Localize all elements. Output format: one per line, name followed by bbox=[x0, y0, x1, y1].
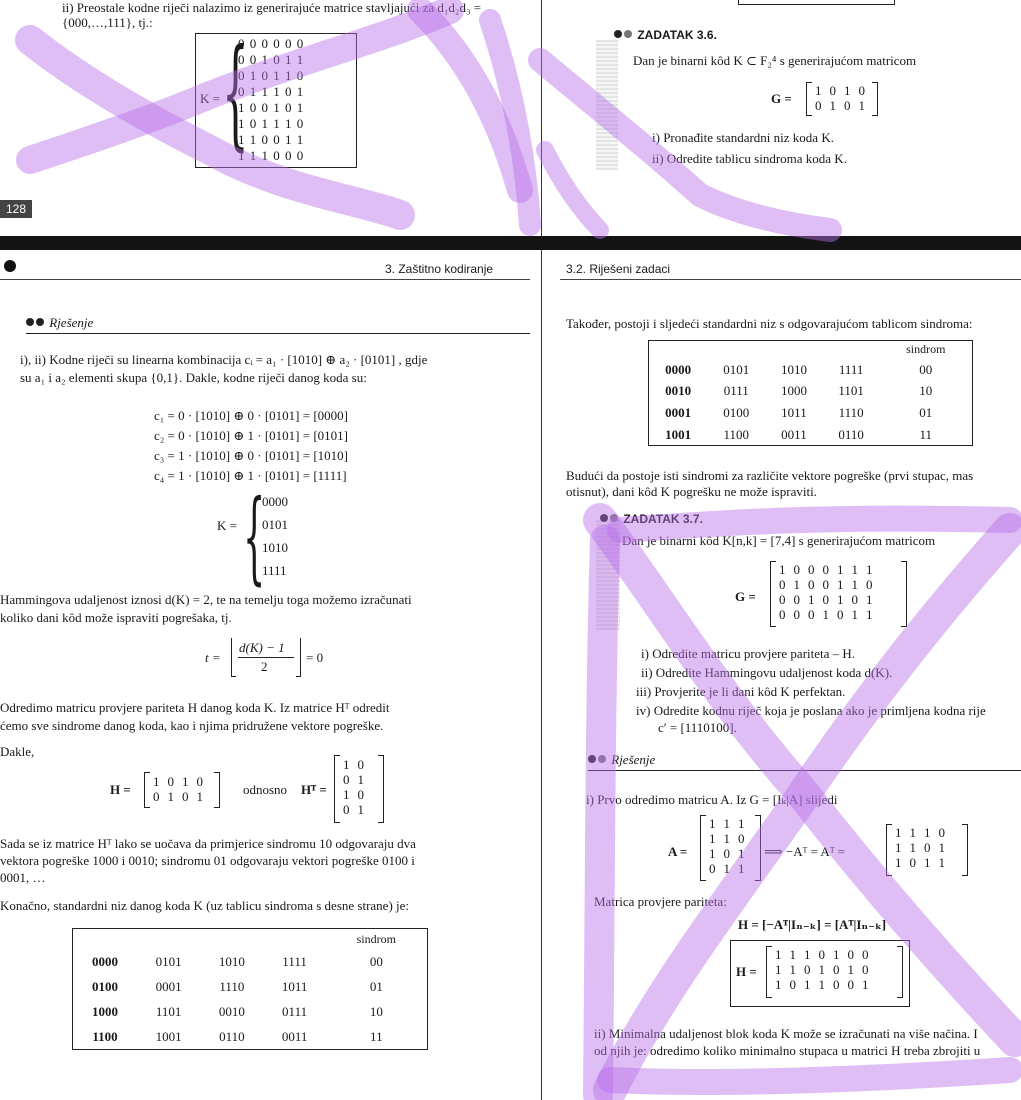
right-h-cell: 1 bbox=[862, 977, 869, 992]
left-ht-cell: 0 bbox=[357, 757, 364, 772]
right-at-cell: 1 bbox=[924, 855, 931, 870]
left-p5: Konačno, standardni niz danog koda K (uz tablicu sindroma s desne strane) je: bbox=[0, 898, 410, 913]
codeword: 1111 bbox=[262, 563, 287, 578]
left-p1b: su a₁ i a₂ elementi skupa {0,1}. Dakle, kodne riječi danog koda su: bbox=[20, 370, 367, 385]
right-p1: Također, postoji i sljedeći standardni niz s odgovarajućom tablicom sindroma: bbox=[566, 316, 973, 331]
zadatak-37-g-cell: 1 bbox=[866, 592, 873, 607]
right-h-cell: 1 bbox=[804, 947, 811, 962]
right-h-cell: 0 bbox=[789, 977, 796, 992]
right-mpp: Matrica provjere pariteta: bbox=[594, 894, 727, 909]
right-table-header-cell bbox=[823, 341, 880, 359]
left-ht-cell: 0 bbox=[343, 802, 350, 817]
right-solution-rule bbox=[588, 770, 1021, 771]
codeword: 1010 bbox=[262, 540, 288, 555]
zadatak-37-g-cell: 0 bbox=[851, 592, 858, 607]
right-at-cell: 1 bbox=[895, 855, 902, 870]
right-at-cell: 1 bbox=[938, 840, 945, 855]
left-p2b: koliko dani kôd može ispraviti pogrešaka, tj. bbox=[0, 610, 232, 625]
left-h-cell: 0 bbox=[196, 774, 203, 789]
zadatak-37-g-cell: 1 bbox=[779, 562, 786, 577]
left-table-cell: 01 bbox=[369, 979, 383, 995]
zadatak-37-q2: ii) Odredite Hammingovu udaljenost koda d(K). bbox=[641, 665, 893, 680]
right-at-cell: 1 bbox=[938, 855, 945, 870]
codeword-equation: c₁ = 0 · [1010] ⊕ 0 · [0101] = [0000] bbox=[154, 408, 348, 423]
zadatak-37-g-cell: 1 bbox=[851, 562, 858, 577]
left-table-header-cell bbox=[200, 929, 263, 950]
right-header-rule bbox=[560, 279, 1021, 280]
right-at-cell: 0 bbox=[909, 855, 916, 870]
left-table-cell: 1100 bbox=[92, 1028, 118, 1044]
zadatak-37-g-cell: 0 bbox=[808, 607, 815, 622]
zadatak-37-q4a: iv) Odredite kodnu riječ koja je poslana ako je primljena kodna rije bbox=[636, 703, 986, 718]
right-h-cell: 0 bbox=[847, 977, 854, 992]
left-page-header: 3. Zaštitno kodiranje bbox=[385, 262, 494, 276]
left-ht-cell: 0 bbox=[357, 787, 364, 802]
top-left-k-row: 0 0 1 0 1 1 bbox=[238, 52, 305, 67]
right-page-header: 3.2. Riješeni zadaci bbox=[566, 262, 671, 276]
left-table-header-cell bbox=[137, 929, 200, 950]
right-table-cell: 10 bbox=[919, 383, 933, 399]
left-h-label: H = bbox=[110, 782, 131, 797]
right-s2b: od njih je: odredimo koliko minimalno stupaca u matrici H treba zbrojiti u bbox=[594, 1043, 981, 1058]
zadatak-37-g-cell: 1 bbox=[866, 562, 873, 577]
left-table-row bbox=[73, 949, 428, 974]
right-h-cell: 0 bbox=[862, 947, 869, 962]
left-table-cell: 10 bbox=[369, 1004, 383, 1020]
right-at-cell: 0 bbox=[938, 825, 945, 840]
left-h-cell: 0 bbox=[153, 789, 160, 804]
top-left-k-row: 1 0 0 1 0 1 bbox=[238, 100, 305, 115]
right-a-cell: 1 bbox=[723, 861, 730, 876]
left-table-cell: 1110 bbox=[219, 979, 245, 995]
left-ht-cell: 1 bbox=[357, 802, 364, 817]
left-solution-rule bbox=[26, 333, 530, 334]
right-table-cell: 11 bbox=[919, 426, 933, 442]
scan-strip-bottom bbox=[596, 520, 620, 630]
right-a-cell: 1 bbox=[709, 831, 716, 846]
zadatak-36-intro: Dan je binarni kôd K ⊂ F₂⁴ s generirajućom matricom bbox=[633, 53, 917, 68]
top-left-k-row: 0 1 0 1 1 0 bbox=[238, 68, 305, 83]
left-p4c: 0001, … bbox=[0, 870, 46, 885]
zadatak-36-g-cell: 0 bbox=[858, 83, 865, 98]
page-separator-band bbox=[0, 236, 1021, 250]
right-arrow-eq: ⟹ −Aᵀ = Aᵀ = bbox=[764, 844, 846, 859]
right-a-cell: 1 bbox=[738, 816, 745, 831]
right-at-cell: 0 bbox=[924, 840, 931, 855]
top-left-line1: ii) Preostale kodne riječi nalazimo iz generirajuće matrice stavljajući za d₁d₂d₃ = bbox=[62, 0, 482, 15]
right-h-equation: H = [−Aᵀ|Iₙ₋ₖ] = [Aᵀ|Iₙ₋ₖ] bbox=[738, 917, 887, 932]
left-p3a: Odredimo matricu provjere pariteta H danog koda K. Iz matrice Hᵀ odredit bbox=[0, 700, 390, 715]
left-p2a: Hammingova udaljenost iznosi d(K) = 2, te na temelju toga možemo izračunati bbox=[0, 592, 412, 607]
left-ht-cell: 1 bbox=[343, 787, 350, 802]
top-left-k-label: K = bbox=[200, 91, 220, 106]
left-k-words bbox=[262, 490, 288, 582]
right-table-cell: 0000 bbox=[665, 361, 692, 377]
zadatak-37-g-cell: 0 bbox=[779, 607, 786, 622]
zadatak-36-title: ZADATAK 3.6. bbox=[614, 28, 717, 42]
right-syndrome-table bbox=[648, 340, 973, 446]
left-page-dot bbox=[4, 260, 16, 272]
zadatak-37-g-cell: 1 bbox=[793, 577, 800, 592]
right-table-cell: 0001 bbox=[665, 405, 692, 421]
top-left-k-row: 0 1 1 1 0 1 bbox=[238, 84, 305, 99]
right-a-cell: 0 bbox=[709, 861, 716, 876]
left-h-cell: 1 bbox=[196, 789, 203, 804]
right-at-cell: 1 bbox=[909, 840, 916, 855]
right-table-cell: 1010 bbox=[780, 361, 807, 377]
gutter-line-bottom bbox=[541, 250, 542, 1100]
left-table-cell: 0110 bbox=[219, 1028, 245, 1044]
right-a-cell: 1 bbox=[723, 816, 730, 831]
left-table-cell: 0111 bbox=[282, 1004, 308, 1020]
right-table-row bbox=[649, 423, 973, 445]
right-table-sindrom-header: sindrom bbox=[906, 342, 946, 357]
left-table-cell: 0010 bbox=[218, 1004, 245, 1020]
right-a-cell: 0 bbox=[723, 846, 730, 861]
right-table-cell: 1101 bbox=[838, 383, 864, 399]
right-table-cell: 0100 bbox=[723, 405, 750, 421]
right-h-label: H = bbox=[736, 964, 757, 979]
right-h-cell: 0 bbox=[804, 962, 811, 977]
gutter-line bbox=[541, 0, 542, 236]
zadatak-37-g-cell: 0 bbox=[779, 577, 786, 592]
left-table-header-cell bbox=[264, 929, 326, 950]
right-table-cell: 1001 bbox=[665, 426, 692, 442]
zadatak-37-g-cell: 0 bbox=[866, 577, 873, 592]
right-table-cell: 1110 bbox=[838, 405, 864, 421]
zadatak-36-q2: ii) Odredite tablicu sindroma koda K. bbox=[652, 151, 847, 166]
left-table-row bbox=[73, 974, 428, 999]
right-table-cell: 0111 bbox=[723, 383, 749, 399]
right-table-cell: 1100 bbox=[723, 426, 749, 442]
left-dakle: Dakle, bbox=[0, 744, 35, 759]
right-at-cell: 1 bbox=[895, 825, 902, 840]
zadatak-37-g-label: G = bbox=[735, 589, 756, 604]
right-p2b: otisnut), dani kôd K pogrešku ne može ispraviti. bbox=[566, 484, 817, 499]
left-header-rule bbox=[0, 279, 530, 280]
top-left-k-row: 1 1 0 0 1 1 bbox=[238, 132, 305, 147]
right-a-cell: 1 bbox=[738, 846, 745, 861]
right-table-row bbox=[649, 380, 973, 402]
left-codeword-equations bbox=[154, 406, 348, 486]
zadatak-37-g-cell: 0 bbox=[793, 562, 800, 577]
right-table-cell: 0101 bbox=[723, 361, 750, 377]
left-h-cell: 0 bbox=[182, 789, 189, 804]
right-h-cell: 1 bbox=[789, 947, 796, 962]
top-left-k-row: 1 0 1 1 1 0 bbox=[238, 116, 305, 131]
left-table-cell: 0100 bbox=[91, 979, 118, 995]
zadatak-37-q4b: c′ = [1110100]. bbox=[658, 720, 737, 735]
right-a-cell: 1 bbox=[723, 831, 730, 846]
zadatak-36-g-cell: 1 bbox=[844, 83, 851, 98]
scan-strip-top bbox=[596, 40, 618, 170]
right-a-cell: 1 bbox=[709, 846, 716, 861]
zadatak-37-g-cell: 1 bbox=[837, 577, 844, 592]
right-table-row bbox=[649, 402, 973, 424]
left-table-cell: 0101 bbox=[155, 954, 182, 970]
left-table-cell: 00 bbox=[369, 954, 383, 970]
right-h-cell: 1 bbox=[804, 977, 811, 992]
right-table-cell: 00 bbox=[919, 361, 933, 377]
zadatak-36-g-cell: 0 bbox=[815, 98, 822, 113]
codeword-equation: c₃ = 1 · [1010] ⊕ 0 · [0101] = [1010] bbox=[154, 448, 348, 463]
left-table-row bbox=[73, 999, 428, 1024]
right-h-cell: 0 bbox=[833, 977, 840, 992]
zadatak-37-g-cell: 1 bbox=[822, 607, 829, 622]
zadatak-37-g-cell: 1 bbox=[851, 607, 858, 622]
left-h-cell: 1 bbox=[167, 789, 174, 804]
zadatak-36-q1: i) Pronađite standardni niz koda K. bbox=[652, 130, 834, 145]
left-ht-cell: 1 bbox=[343, 757, 350, 772]
right-s1: i) Prvo odredimo matricu A. Iz G = [Iₖ|A] slijedi bbox=[586, 792, 838, 807]
right-table-row bbox=[649, 359, 973, 381]
left-table-cell: 0000 bbox=[91, 954, 118, 970]
left-p4b: vektora pogreške 1000 i 0010; sindromu 01 odgovaraju vektori pogreške 0100 i bbox=[0, 853, 415, 868]
left-table-cell: 11 bbox=[370, 1028, 383, 1044]
right-table-header-cell bbox=[649, 341, 708, 359]
left-k-brace: { bbox=[243, 478, 266, 595]
zadatak-37-intro: Dan je binarni kôd K[n,k] = [7,4] s generirajućom matricom bbox=[622, 533, 936, 548]
left-table-header-cell bbox=[73, 929, 137, 950]
left-h-cell: 0 bbox=[167, 774, 174, 789]
right-table-cell: 1111 bbox=[838, 361, 864, 377]
left-p1a: i), ii) Kodne riječi su linearna kombinacija cᵢ = a₁ · [1010] ⊕ a₂ · [0101] , gdje bbox=[20, 352, 428, 367]
left-ht-cell: 1 bbox=[357, 772, 364, 787]
right-h-cell: 1 bbox=[818, 977, 825, 992]
codeword-equation: c₄ = 1 · [1010] ⊕ 1 · [0101] = [1111] bbox=[154, 468, 347, 483]
left-odnosno: odnosno bbox=[243, 782, 288, 797]
left-table-cell: 1010 bbox=[218, 954, 245, 970]
zadatak-37-g-cell: 0 bbox=[822, 577, 829, 592]
zadatak-37-g-cell: 0 bbox=[837, 607, 844, 622]
zadatak-37-g-cell: 0 bbox=[808, 577, 815, 592]
left-table-cell: 1000 bbox=[91, 1004, 118, 1020]
left-ht-label: Hᵀ = bbox=[301, 782, 327, 797]
zadatak-36-g-cell: 1 bbox=[858, 98, 865, 113]
top-left-k-brace: { bbox=[222, 24, 249, 163]
right-h-cell: 1 bbox=[847, 962, 854, 977]
right-at-cell: 1 bbox=[895, 840, 902, 855]
right-table-cell: 0011 bbox=[781, 426, 807, 442]
top-left-k-row: 1 1 1 0 0 0 bbox=[238, 148, 305, 163]
right-solution-title: Rješenje bbox=[588, 752, 655, 768]
right-h-cell: 1 bbox=[775, 947, 782, 962]
right-h-cell: 0 bbox=[833, 962, 840, 977]
zadatak-37-q1: i) Odredite matricu provjere pariteta – H. bbox=[641, 646, 856, 661]
zadatak-37-g-cell: 1 bbox=[808, 592, 815, 607]
left-p4a: Sada se iz matrice Hᵀ lako se uočava da primjerice sindromu 10 odgovaraju dva bbox=[0, 836, 416, 851]
left-table-cell: 1111 bbox=[282, 954, 307, 970]
left-k-label: K = bbox=[217, 518, 237, 533]
top-left-k-row: 0 0 0 0 0 0 bbox=[238, 36, 305, 51]
left-h-cell: 1 bbox=[153, 774, 160, 789]
right-table-cell: 1000 bbox=[780, 383, 807, 399]
zadatak-37-g-cell: 0 bbox=[793, 592, 800, 607]
right-table-header-cell bbox=[765, 341, 823, 359]
right-table-cell: 01 bbox=[919, 405, 933, 421]
zadatak-36-g-cell: 0 bbox=[844, 98, 851, 113]
right-h-cell: 1 bbox=[833, 947, 840, 962]
left-table-cell: 1101 bbox=[155, 1004, 182, 1020]
left-solution-title: Rješenje bbox=[26, 315, 93, 331]
left-ht-cell: 0 bbox=[343, 772, 350, 787]
left-table-cell: 0001 bbox=[155, 979, 182, 995]
right-h-cell: 0 bbox=[862, 962, 869, 977]
left-p3b: ćemo sve sindrome danog koda, kao i njima pridružene vektore pogreške. bbox=[0, 718, 384, 733]
right-table-cell: 1011 bbox=[781, 405, 807, 421]
zadatak-37-g-cell: 1 bbox=[837, 562, 844, 577]
left-table-row bbox=[73, 1024, 428, 1050]
zadatak-36-g-cell: 1 bbox=[815, 83, 822, 98]
right-h-cell: 0 bbox=[818, 947, 825, 962]
zadatak-37-g-cell: 0 bbox=[779, 592, 786, 607]
zadatak-37-q3: iii) Provjerite je li dani kôd K perfektan. bbox=[636, 684, 846, 699]
right-h-cell: 1 bbox=[775, 977, 782, 992]
left-table-cell: 0011 bbox=[281, 1028, 308, 1044]
right-h-cell: 1 bbox=[818, 962, 825, 977]
left-table-cell: 1011 bbox=[281, 979, 308, 995]
zadatak-37-g-cell: 0 bbox=[822, 592, 829, 607]
zadatak-37-title: ZADATAK 3.7. bbox=[600, 512, 703, 526]
right-table-cell: 0010 bbox=[665, 383, 692, 399]
zadatak-37-g-cell: 1 bbox=[866, 607, 873, 622]
right-a-label: A = bbox=[668, 844, 688, 859]
zadatak-37-g-cell: 0 bbox=[793, 607, 800, 622]
right-a-cell: 1 bbox=[738, 861, 745, 876]
right-h-cell: 1 bbox=[789, 962, 796, 977]
right-p2a: Budući da postoje isti sindromi za različite vektore pogreške (prvi stupac, mas bbox=[566, 468, 974, 483]
right-table-cell: 0110 bbox=[838, 426, 864, 442]
left-syndrome-table bbox=[72, 928, 428, 1050]
page-number-128: 128 bbox=[0, 200, 32, 218]
left-table-cell: 1001 bbox=[155, 1028, 182, 1044]
codeword: 0000 bbox=[262, 494, 288, 509]
codeword-equation: c₂ = 0 · [1010] ⊕ 1 · [0101] = [0101] bbox=[154, 428, 348, 443]
codeword: 0101 bbox=[262, 517, 288, 532]
zadatak-36-g-cell: 0 bbox=[829, 83, 836, 98]
right-a-cell: 1 bbox=[709, 816, 716, 831]
right-h-cell: 0 bbox=[847, 947, 854, 962]
right-at-cell: 1 bbox=[924, 825, 931, 840]
left-table-sindrom-header: sindrom bbox=[356, 931, 396, 946]
right-s2a: ii) Minimalna udaljenost blok koda K može se izračunati na više načina. I bbox=[594, 1026, 978, 1041]
zadatak-37-g-cell: 1 bbox=[851, 577, 858, 592]
zadatak-36-g-label: G = bbox=[771, 91, 792, 106]
right-h-cell: 1 bbox=[775, 962, 782, 977]
left-h-cell: 1 bbox=[182, 774, 189, 789]
top-left-k-matrix bbox=[238, 36, 304, 164]
top-right-box-fragment bbox=[738, 0, 895, 5]
right-table-header-cell bbox=[707, 341, 765, 359]
left-t-formula: t = d(K) − 1 2 = 0 bbox=[205, 638, 345, 678]
zadatak-37-g-cell: 1 bbox=[837, 592, 844, 607]
zadatak-37-g-cell: 0 bbox=[808, 562, 815, 577]
right-a-cell: 0 bbox=[738, 831, 745, 846]
top-left-line2: {000,…,111}, tj.: bbox=[62, 15, 153, 30]
zadatak-37-g-cell: 0 bbox=[822, 562, 829, 577]
zadatak-36-g-cell: 1 bbox=[829, 98, 836, 113]
right-at-cell: 1 bbox=[909, 825, 916, 840]
